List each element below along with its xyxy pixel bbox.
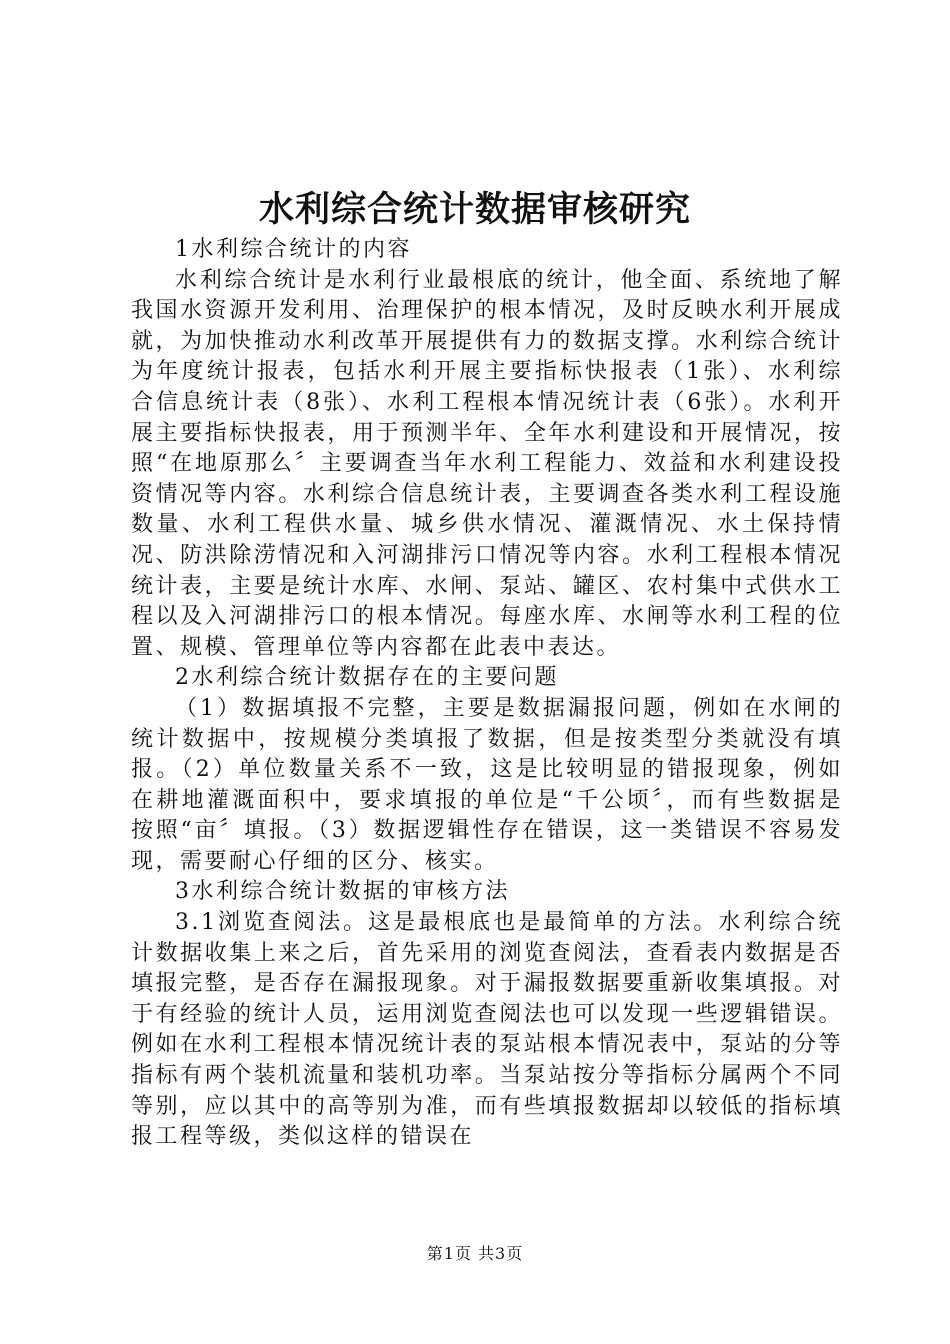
section-heading-2: 2水利综合统计数据存在的主要问题: [175, 665, 559, 691]
body-paragraph-3: 3.1浏览查阅法。这是最根底也是最简单的方法。水利综合统计数据收集上来之后，首先采用的浏览查阅法，查看表内数据是否填报完整，是否存在漏报现象。对于漏报数据要重新收集填报。对于有经验的统计人员，运用浏览查阅法也可以发现一些逻辑错误。例如在水利工程根本情况统计表的泵站根本情况表中，泵站的分等指标有两个装机流量和装机功率。当泵站按分等指标分属两个不同等别，应以其中的高等别为准，而有些填报数据却以较低的指标填报工程等级，类似这样的错误在: [131, 910, 843, 1150]
document-body: [131, 235, 843, 1153]
document-title: 水利综合统计数据审核研究: [258, 189, 691, 230]
page-number-footer: 第1页 共3页: [426, 1244, 524, 1263]
body-paragraph-1: 水利综合统计是水利行业最根底的统计，他全面、系统地了解我国水资源开发利用、治理保护的根本情况，及时反映水利开展成就，为加快推动水利改革开展提供有力的数据支撑。水利综合统计为年度统计报表，包括水利开展主要指标快报表（1张）、水利综合信息统计表（8张）、水利工程根本情况统计表（6张）。水利开展主要指标快报表，用于预测半年、全年水利建设和开展情况，按照“在地原那么〞主要调查当年水利工程能力、效益和水利建设投资情况等内容。水利综合信息统计表，主要调查各类水利工程设施数量、水利工程供水量、城乡供水情况、灌溉情况、水土保持情况、防洪除涝情况和入河湖排污口情况等内容。水利工程根本情况统计表，主要是统计水库、水闸、泵站、罐区、农村集中式供水工程以及入河湖排污口的根本情况。每座水库、水闸等水利工程的位置、规模、管理单位等内容都在此表中表达。: [131, 267, 843, 660]
section-heading-1: 1水利综合统计的内容: [175, 237, 412, 262]
body-paragraph-2: （1）数据填报不完整，主要是数据漏报问题，例如在水闸的统计数据中，按规模分类填报了数据，但是按类型分类就没有填报。（2）单位数量关系不一致，这是比较明显的错报现象，例如在耕地灌溉面积中，要求填报的单位是“千公顷〞，而有些数据是按照“亩〞填报。（3）数据逻辑性存在错误，这一类错误不容易发现，需要耐心仔细的区分、核实。: [131, 695, 843, 874]
section-heading-3: 3水利综合统计数据的审核方法: [175, 879, 510, 905]
